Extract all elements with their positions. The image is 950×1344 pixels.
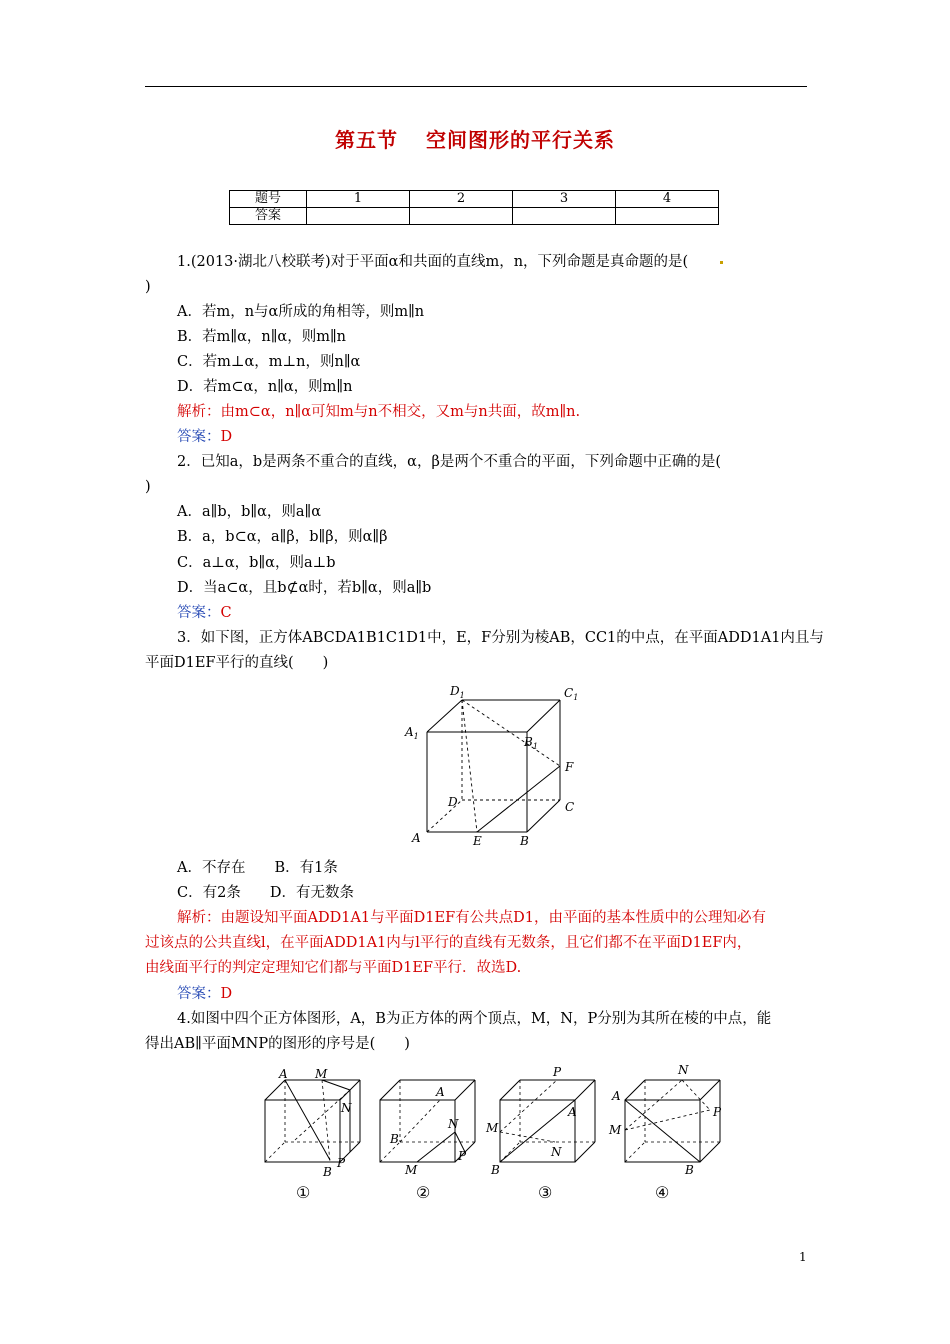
q1-answer: 答案：D — [177, 429, 233, 445]
q3-options-ab: A．不存在 B．有1条 — [177, 860, 338, 876]
fig1-label-N: N — [341, 1101, 352, 1115]
table-cell: 4 — [616, 191, 719, 208]
fig3-label-A: A — [568, 1105, 577, 1119]
q2-option-b: B．a，b⊂α，a∥β，b∥β，则α∥β — [177, 529, 388, 545]
table-cell: 3 — [513, 191, 616, 208]
fig1-label-P: P — [337, 1156, 346, 1170]
label-A1: $A_1$ — [405, 725, 419, 741]
q1-option-a: A．若m，n与α所成的角相等，则m∥n — [177, 304, 425, 320]
fig4-label-A: A — [612, 1089, 621, 1103]
fig2-label-M: M — [405, 1163, 418, 1177]
cube-figures-q4 — [255, 1060, 735, 1180]
label-C1: $C_1$ — [564, 686, 579, 702]
q2-answer: 答案：C — [177, 605, 232, 621]
fig3-label-P: P — [553, 1065, 562, 1079]
q2-stem: 2．已知a，b是两条不重合的直线，α，β是两个不重合的平面，下列命题中正确的是( — [177, 454, 721, 470]
fig1-label-M: M — [315, 1067, 328, 1081]
q2-stem-cont: ) — [145, 479, 151, 495]
q3-analysis-3: 由线面平行的判定定理知它们都与平面D1EF平行．故选D. — [145, 960, 522, 976]
label-E: E — [473, 834, 482, 848]
table-cell: 1 — [307, 191, 410, 208]
fig1-label-A: A — [279, 1067, 288, 1081]
q3-analysis-2: 过该点的公共直线l，在平面ADD1A1内与l平行的直线有无数条，且它们都不在平面D1EF内， — [145, 935, 752, 951]
q1-analysis: 解析：由m⊂α，n∥α可知m与n不相交，又m与n共面，故m∥n. — [177, 404, 581, 420]
q3-stem: 3．如下图，正方体ABCDA1B1C1D1中，E，F分别为棱AB，CC1的中点，在平面ADD1A1内且与 — [177, 630, 824, 646]
answer-cell[interactable] — [307, 208, 410, 225]
q1-stem-cont: ) — [145, 279, 151, 295]
label-F: F — [565, 760, 574, 774]
table-header-cell: 题号 — [230, 191, 307, 208]
figure-number-2: ② — [416, 1183, 431, 1202]
fig2-label-P: P — [458, 1149, 467, 1163]
label-B: B — [520, 834, 529, 848]
label-D: D — [448, 795, 458, 809]
answer-table — [229, 190, 719, 225]
page-number: 1 — [799, 1250, 807, 1264]
table-cell: 2 — [410, 191, 513, 208]
cube-figure-3 — [500, 1080, 595, 1162]
cube-figure-q3 — [400, 682, 590, 852]
q2-option-c: C．a⊥α，b∥α，则a⊥b — [177, 555, 336, 571]
fig3-label-B: B — [491, 1163, 500, 1177]
q4-stem: 4.如图中四个正方体图形，A，B为正方体的两个顶点，M，N，P分别为其所在棱的中点，能 — [177, 1011, 772, 1027]
q2-option-d: D．当a⊂α，且b⊄α时，若b∥α，则a∥b — [177, 580, 432, 596]
table-row — [230, 191, 719, 208]
table-header-cell: 答案 — [230, 208, 307, 225]
cube-figure-4 — [625, 1080, 720, 1162]
header-rule — [145, 86, 807, 87]
cube-figure-1 — [265, 1080, 360, 1162]
fig4-label-B: B — [685, 1163, 694, 1177]
q4-stem-cont: 得出AB∥平面MNP的图形的序号是( ) — [145, 1036, 410, 1052]
fig3-label-M: M — [486, 1121, 499, 1135]
figure-number-3: ③ — [538, 1183, 553, 1202]
figure-number-1: ① — [296, 1183, 311, 1202]
fig4-label-M: M — [609, 1123, 622, 1137]
section-number: 第五节 — [335, 128, 398, 152]
fig2-label-N: N — [448, 1117, 459, 1131]
q3-options-cd: C．有2条 D．有无数条 — [177, 885, 354, 901]
fig1-label-B: B — [323, 1165, 332, 1179]
q3-stem-cont: 平面D1EF平行的直线( ) — [145, 655, 329, 671]
answer-cell[interactable] — [513, 208, 616, 225]
fig3-label-N: N — [551, 1145, 562, 1159]
fig4-label-N: N — [678, 1063, 689, 1077]
label-B1: $B_1$ — [524, 735, 538, 751]
label-A: A — [412, 831, 421, 845]
q1-stem: 1.(2013·湖北八校联考)对于平面α和共面的直线m，n，下列命题是真命题的是( — [177, 252, 723, 272]
label-C: C — [565, 800, 575, 814]
q3-answer: 答案：D — [177, 986, 233, 1002]
page-title — [0, 124, 950, 153]
q3-analysis-1: 解析：由题设知平面ADD1A1与平面D1EF有公共点D1，由平面的基本性质中的公理知必有 — [177, 910, 766, 926]
fig2-label-A: A — [436, 1085, 445, 1099]
q2-option-a: A．a∥b，b∥α，则a∥α — [177, 504, 322, 520]
fig2-label-B: B — [390, 1132, 399, 1146]
table-row — [230, 208, 719, 225]
q1-option-b: B．若m∥α，n∥α，则m∥n — [177, 329, 347, 345]
q1-option-d: D．若m⊂α，n∥α，则m∥n — [177, 379, 353, 395]
figure-number-4: ④ — [655, 1183, 670, 1202]
answer-cell[interactable] — [616, 208, 719, 225]
label-D1: $D_1$ — [450, 684, 465, 700]
section-topic: 空间图形的平行关系 — [426, 128, 615, 152]
q1-option-c: C．若m⊥α，m⊥n，则n∥α — [177, 354, 361, 370]
fig4-label-P: P — [713, 1105, 722, 1119]
answer-cell[interactable] — [410, 208, 513, 225]
